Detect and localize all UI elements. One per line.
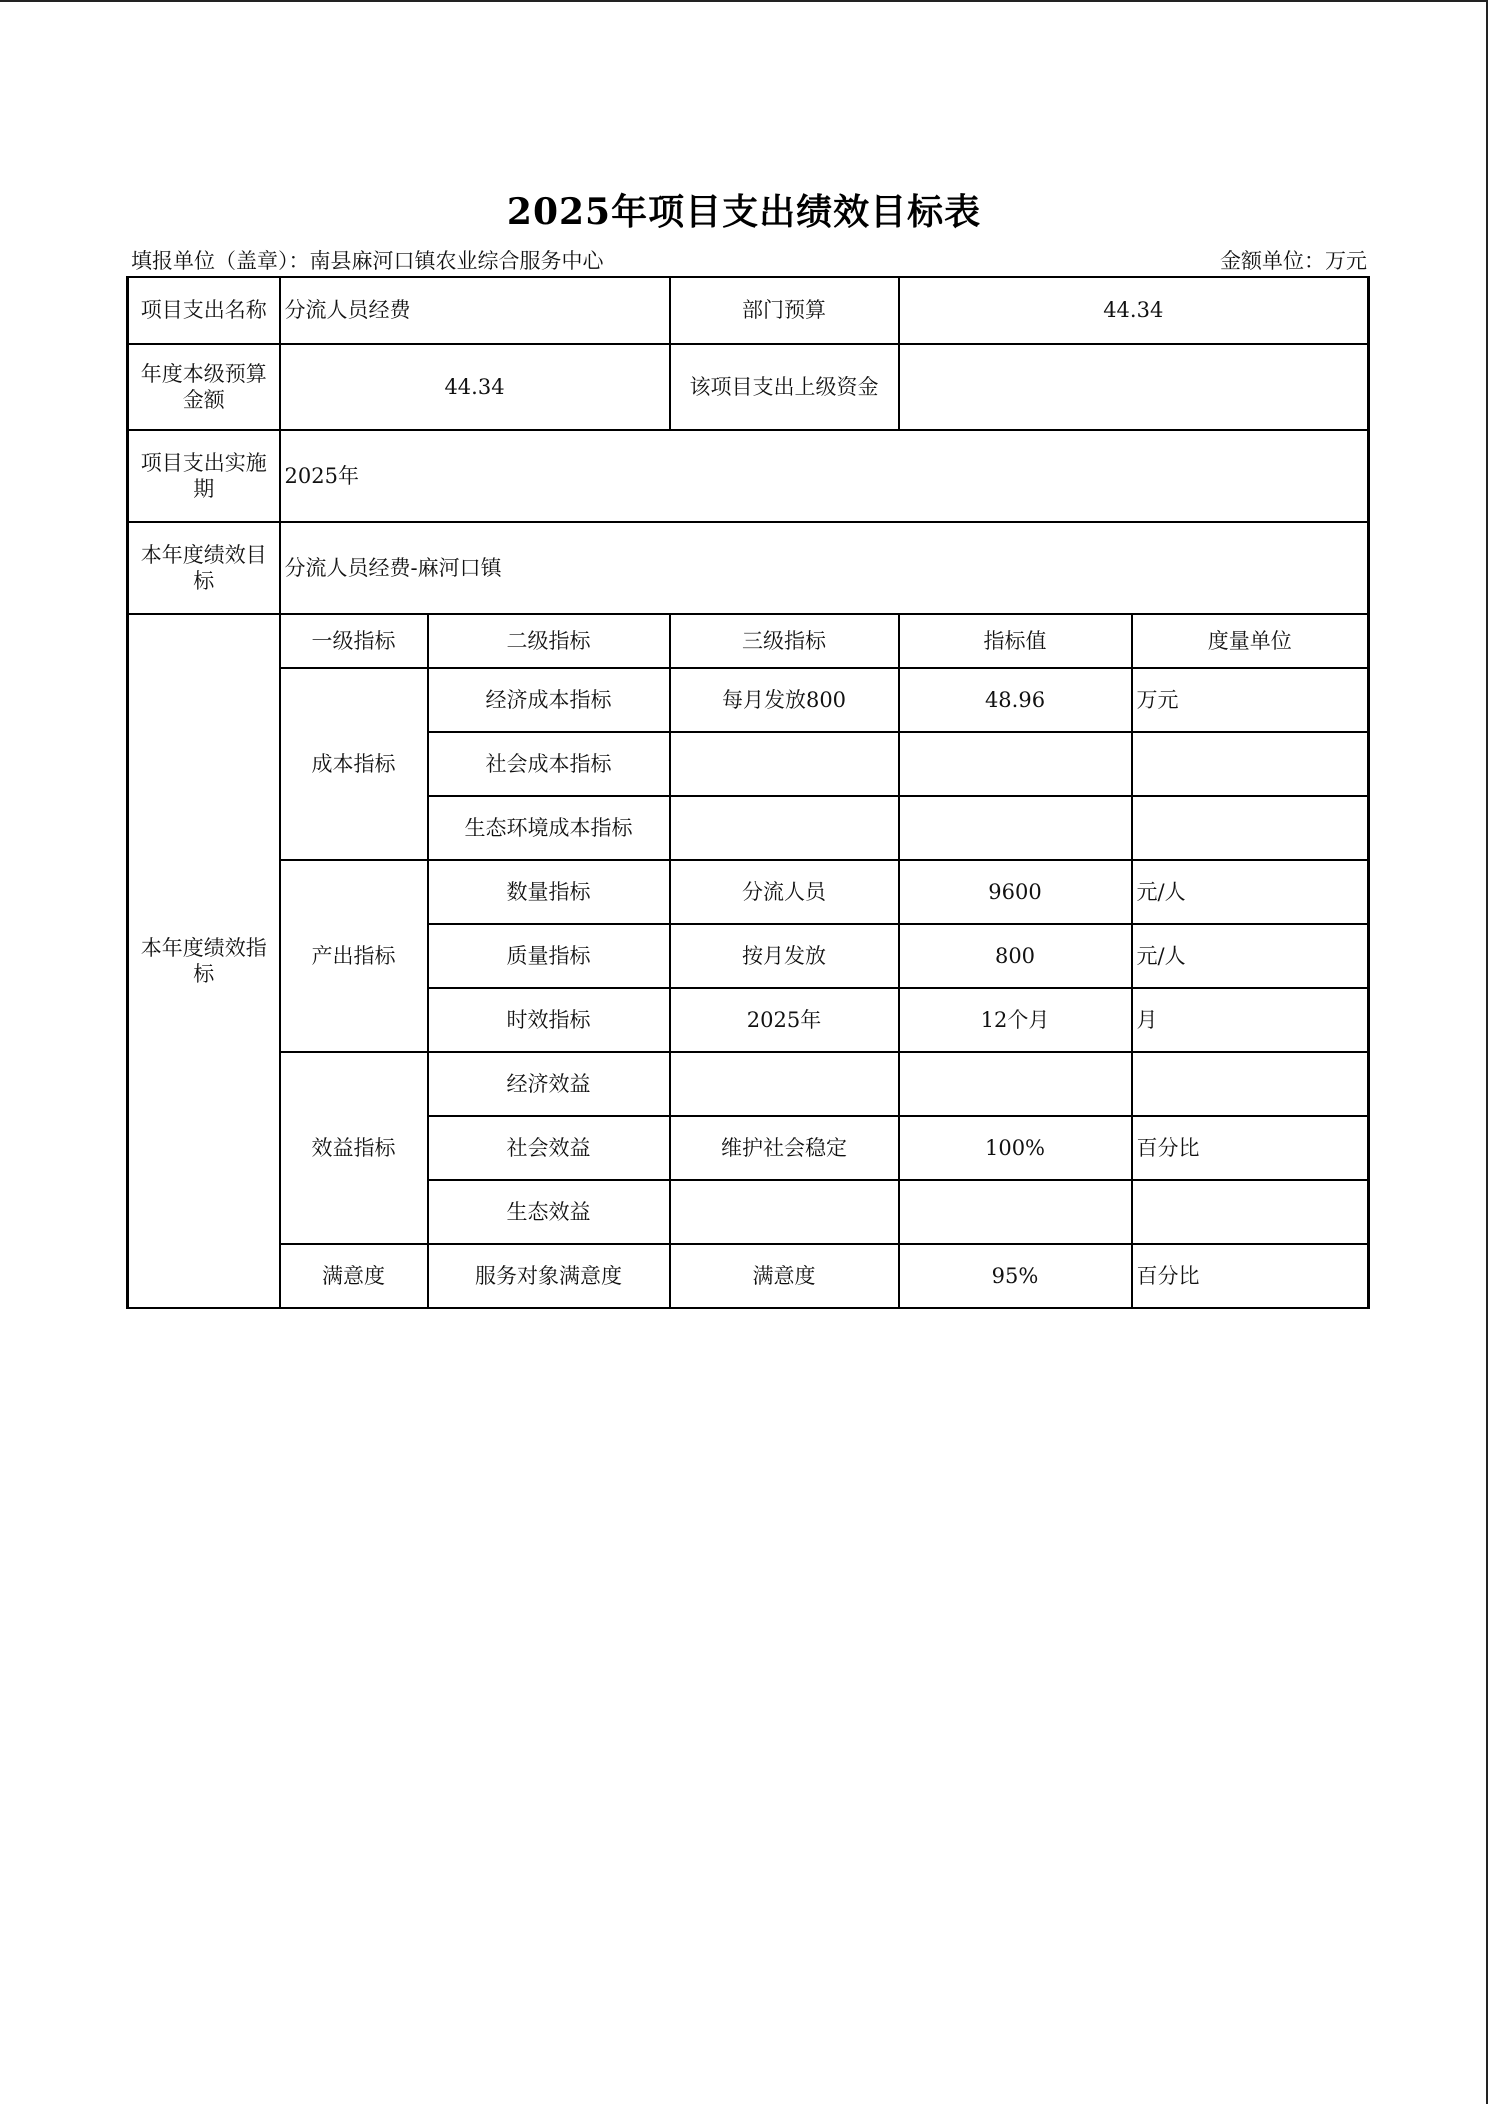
goal-label: 本年度绩效目标 [128, 522, 280, 614]
value-cell: 48.96 [899, 668, 1132, 732]
table-row [128, 1244, 1369, 1308]
level3-cell: 每月发放800 [670, 668, 899, 732]
indicator-section-label: 本年度绩效指标 [128, 614, 280, 1308]
level3-cell [670, 732, 899, 796]
project-name-value: 分流人员经费 [280, 277, 670, 344]
level2-cell: 生态效益 [428, 1180, 670, 1244]
header-level2: 二级指标 [428, 614, 670, 668]
level1-benefit: 效益指标 [280, 1052, 428, 1244]
table-row [128, 344, 1369, 430]
value-cell [899, 796, 1132, 860]
page-title: 2025年项目支出绩效目标表 [506, 191, 982, 233]
header-level3: 三级指标 [670, 614, 899, 668]
indicator-header-row [128, 614, 1369, 668]
amount-unit: 金额单位：万元 [1220, 249, 1367, 273]
level3-cell: 满意度 [670, 1244, 899, 1308]
value-cell [899, 732, 1132, 796]
level3-cell [670, 1180, 899, 1244]
unit-cell: 元/人 [1132, 924, 1369, 988]
project-name-label: 项目支出名称 [128, 277, 280, 344]
level2-cell: 经济效益 [428, 1052, 670, 1116]
annual-budget-value: 44.34 [280, 344, 670, 430]
header-unit: 度量单位 [1132, 614, 1369, 668]
level2-cell: 时效指标 [428, 988, 670, 1052]
table-row [128, 277, 1369, 344]
value-cell [899, 1180, 1132, 1244]
dept-budget-value: 44.34 [899, 277, 1369, 344]
value-cell: 100% [899, 1116, 1132, 1180]
level1-satisfaction: 满意度 [280, 1244, 428, 1308]
annual-budget-label: 年度本级预算金额 [128, 344, 280, 430]
level3-cell: 维护社会稳定 [670, 1116, 899, 1180]
level1-output: 产出指标 [280, 860, 428, 1052]
unit-cell: 万元 [1132, 668, 1369, 732]
level1-cost: 成本指标 [280, 668, 428, 860]
level3-cell: 分流人员 [670, 860, 899, 924]
page-top-border [0, 0, 1488, 2]
period-value: 2025年 [280, 430, 1369, 522]
dept-budget-label: 部门预算 [670, 277, 899, 344]
level2-cell: 质量指标 [428, 924, 670, 988]
unit-cell: 百分比 [1132, 1116, 1369, 1180]
unit-cell: 百分比 [1132, 1244, 1369, 1308]
unit-cell [1132, 796, 1369, 860]
table-row [128, 430, 1369, 522]
level2-cell: 社会效益 [428, 1116, 670, 1180]
goal-value: 分流人员经费-麻河口镇 [280, 522, 1369, 614]
header-value: 指标值 [899, 614, 1132, 668]
unit-cell [1132, 732, 1369, 796]
higher-funds-value [899, 344, 1369, 430]
header-level1: 一级指标 [280, 614, 428, 668]
unit-cell [1132, 1180, 1369, 1244]
level2-cell: 社会成本指标 [428, 732, 670, 796]
value-cell: 95% [899, 1244, 1132, 1308]
unit-cell [1132, 1052, 1369, 1116]
reporting-unit: 填报单位（盖章）：南县麻河口镇农业综合服务中心 [131, 249, 604, 273]
level3-cell: 2025年 [670, 988, 899, 1052]
unit-cell: 元/人 [1132, 860, 1369, 924]
level2-cell: 数量指标 [428, 860, 670, 924]
table-row [128, 668, 1369, 732]
performance-target-table [126, 276, 1370, 1309]
level2-cell: 生态环境成本指标 [428, 796, 670, 860]
value-cell [899, 1052, 1132, 1116]
table-row [128, 522, 1369, 614]
value-cell: 800 [899, 924, 1132, 988]
level2-cell: 经济成本指标 [428, 668, 670, 732]
level2-cell: 服务对象满意度 [428, 1244, 670, 1308]
higher-funds-label: 该项目支出上级资金 [670, 344, 899, 430]
level3-cell: 按月发放 [670, 924, 899, 988]
value-cell: 12个月 [899, 988, 1132, 1052]
unit-cell: 月 [1132, 988, 1369, 1052]
table-row [128, 1052, 1369, 1116]
level3-cell [670, 1052, 899, 1116]
level3-cell [670, 796, 899, 860]
table-row [128, 860, 1369, 924]
period-label: 项目支出实施期 [128, 430, 280, 522]
value-cell: 9600 [899, 860, 1132, 924]
